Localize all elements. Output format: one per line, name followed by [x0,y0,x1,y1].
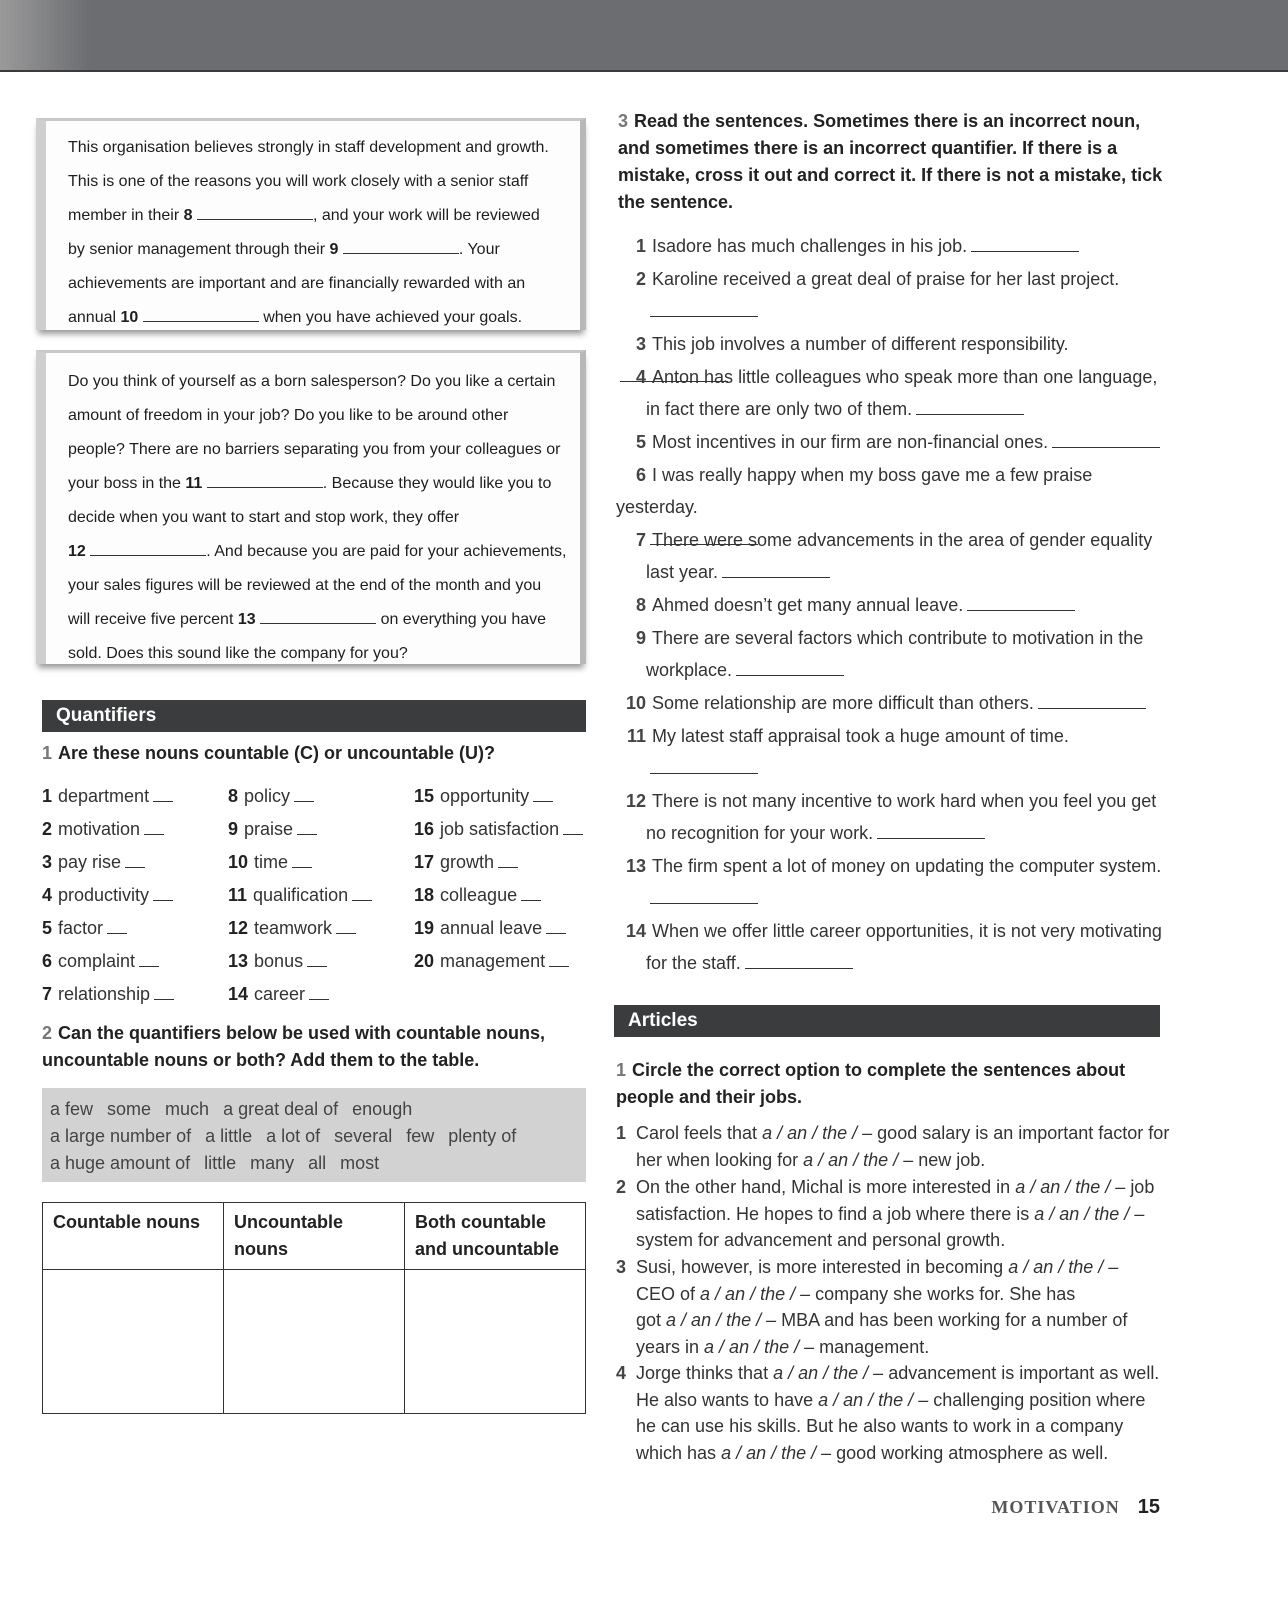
answer-blank[interactable] [498,853,518,868]
exercise-3-item: 12 There is not many incentive to work hard when you feel you get no recognition for your work. [625,791,1157,843]
quantifier-word: a great deal of [223,1099,339,1119]
option-choice[interactable]: a / an / the / – [1034,1203,1145,1224]
quantifier-word: a little [205,1126,253,1146]
exercise-3-instruction: 3 Read the sentences. Sometimes there is an incorrect noun, and sometimes there is an incorrect quantifier. If there is a mistake, cross it out and correct it. If there is not a mistake, tick the sentence. [618,111,1163,212]
answer-blank[interactable] [533,787,553,802]
quantifier-word: some [107,1099,152,1119]
answer-blank[interactable] [292,853,312,868]
answer-line[interactable] [650,757,758,774]
gap-12[interactable] [90,541,206,556]
answer-line[interactable] [1038,692,1146,709]
quantifier-word-box [42,1088,586,1182]
noun-item: 14 career [228,984,329,1005]
reading-box-2 [36,350,586,664]
gap-10[interactable] [143,307,259,322]
answer-line[interactable] [722,561,830,578]
answer-blank[interactable] [352,886,372,901]
word-row [50,1150,578,1177]
quantifier-word: a lot of [266,1126,321,1146]
exercise-3-item: 7 There were some advancements in the area of gender equality last year. [635,530,1153,582]
answer-line[interactable] [1052,431,1160,448]
answer-blank[interactable] [307,952,327,967]
noun-item: 20 management [414,951,569,972]
col-uncountable: Uncountable nouns [224,1203,405,1270]
exercise-3-item: 1 Isadore has much challenges in his job. [616,230,1176,262]
exercise-3-item: 13 The firm spent a lot of money on updating the computer system. [616,850,1176,914]
gap-13[interactable] [260,609,376,624]
quantifier-word: a huge amount of [50,1153,191,1173]
option-choice[interactable]: a / an / the / – [721,1442,832,1463]
noun-item: 7 relationship [42,984,174,1005]
gap-11[interactable] [207,473,323,488]
table-row [43,1270,586,1414]
cell-uncountable[interactable] [224,1270,405,1414]
option-choice[interactable]: a / an / the / – [1008,1257,1119,1277]
noun-item: 5 factor [42,918,127,939]
exercise-3-item: 4 Anton has little colleagues who speak more than one language, in fact there are only two of them. [635,367,1158,419]
answer-blank[interactable] [125,853,145,868]
exercise-3-item: 6 I was really happy when my boss gave me a few praise yesterday. [616,459,1176,555]
quantifier-word: several [334,1126,393,1146]
noun-item: 10 time [228,852,312,873]
gap-8[interactable] [197,205,313,220]
text-line: This is one of the reasons you will work closely with a senior staff [68,173,529,190]
noun-item: 1 department [42,786,173,807]
col-both: Both countable and uncountable [405,1203,586,1270]
quantifier-word: most [340,1153,380,1173]
noun-item: 15 opportunity [414,786,553,807]
exercise-3-item: 10 Some relationship are more difficult than others. [616,687,1176,719]
exercise-3-item: 14 When we offer little career opportunities, it is not very motivating for the staff. [625,921,1162,973]
text-line: achievements are important and are financially rewarded with an [68,275,526,292]
noun-item: 4 productivity [42,885,173,906]
answer-blank[interactable] [549,952,569,967]
answer-blank[interactable] [563,820,583,835]
answer-blank[interactable] [144,820,164,835]
section-name: MOTIVATION [991,1497,1120,1517]
option-choice[interactable]: a / an / the / – [700,1283,811,1304]
cell-countable[interactable] [43,1270,224,1414]
answer-blank[interactable] [153,886,173,901]
reading-box-1 [36,118,586,330]
option-choice[interactable]: a / an / the / – [818,1389,929,1410]
answer-blank[interactable] [153,787,173,802]
text-line: member in their 8 , and your work will be reviewed [68,207,540,224]
answer-blank[interactable] [297,820,317,835]
exercise-3-item: 11 My latest staff appraisal took a huge amount of time. [616,720,1176,784]
article-sentence-1: 1 Carol feels that a / an / the / – good salary is an important factor for her when looking for a / an / the / – new job. [616,1123,1170,1170]
answer-blank[interactable] [139,952,159,967]
quantifier-word: much [165,1099,210,1119]
section-heading-articles: Articles [614,1005,1160,1037]
article-sentence-3: 3 Susi, however, is more interested in becoming a / an / the / – CEO of a / an / the / – company she works for. She has got a / an / the / – MBA and has been working for a number of years in a / an / the / – management. [616,1257,1128,1357]
answer-line[interactable] [877,822,985,839]
option-choice[interactable]: a / an / the / – [666,1310,777,1330]
exercise-3-item: 8 Ahmed doesn’t get many annual leave. [616,589,1176,621]
article-sentence-4: 4 Jorge thinks that a / an / the / – advancement is important as well. He also wants to have a / an / the / – challenging position where he can use his skills. But he also wants to work in a company which has a / an / the / – good working atmosphere as well. [616,1363,1160,1463]
quantifier-word: plenty of [448,1126,517,1146]
exercise-3-item: 2 Karoline received a great deal of praise for her last project. [616,263,1176,327]
gap-9[interactable] [343,239,459,254]
quantifier-word: a few [50,1099,94,1119]
section-heading-quantifiers: Quantifiers [42,700,586,732]
articles-instruction: 1 Circle the correct option to complete the sentences about people and their jobs. [616,1060,1126,1107]
text-line: your boss in the 11 . Because they would like you to [68,475,552,492]
article-sentence-2: 2 On the other hand, Michal is more interested in a / an / the / – job satisfaction. He hopes to find a job where there is a / an / the / – system for advancement and personal growth. [616,1177,1155,1250]
answer-blank[interactable] [521,886,541,901]
quantifier-table [42,1202,586,1414]
exercise-3-item: 5 Most incentives in our firm are non-financial ones. [616,426,1176,458]
answer-blank[interactable] [336,919,356,934]
option-choice[interactable]: a / an / the / – [1015,1177,1126,1197]
noun-item: 9 praise [228,819,317,840]
option-choice[interactable]: a / an / the / – [803,1149,914,1170]
cell-both[interactable] [405,1270,586,1414]
option-choice[interactable]: a / an / the / – [704,1336,815,1357]
answer-line[interactable] [971,235,1079,252]
answer-blank[interactable] [309,985,329,1000]
exercise-2-instruction: 2 Can the quantifiers below be used with countable nouns, uncountable nouns or both? Add them to the table. [42,1023,546,1070]
quantifier-word: many [250,1153,295,1173]
noun-item: 6 complaint [42,951,159,972]
answer-line[interactable] [967,594,1075,611]
text-line: 12 . And because you are paid for your achievements, [68,543,567,560]
exercise-1-instruction: 1 Are these nouns countable (C) or uncountable (U)? [42,743,496,763]
exercise-3-item: 3 This job involves a number of different responsibility. [616,328,1176,392]
quantifier-word: few [406,1126,435,1146]
table-header-row [43,1203,586,1270]
answer-blank[interactable] [294,787,314,802]
banner-corner [0,0,90,70]
answer-line[interactable] [736,659,844,676]
quantifier-word: little [204,1153,237,1173]
answer-blank[interactable] [154,985,174,1000]
word-row [50,1096,578,1123]
answer-blank[interactable] [546,919,566,934]
text-line: Do you think of yourself as a born salesperson? Do you like a certain [68,373,556,390]
answer-line[interactable] [650,887,758,904]
quantifier-word: a large number of [50,1126,192,1146]
exercise-3-item: 9 There are several factors which contribute to motivation in the workplace. [635,628,1144,680]
text-line: amount of freedom in your job? Do you like to be around other [68,407,509,424]
text-line: people? There are no barriers separating you from your colleagues or [68,441,561,458]
option-choice[interactable]: a / an / the / – [773,1363,884,1383]
word-row [50,1123,578,1150]
option-choice[interactable]: a / an / the / – [762,1123,873,1143]
quantifier-word: all [308,1153,327,1173]
page-footer [991,1496,1160,1519]
noun-item: 2 motivation [42,819,164,840]
page-number: 15 [1137,1496,1160,1518]
col-countable: Countable nouns [43,1203,224,1270]
noun-item: 13 bonus [228,951,327,972]
noun-item: 12 teamwork [228,918,356,939]
noun-item: 3 pay rise [42,852,145,873]
answer-blank[interactable] [107,919,127,934]
noun-item: 11 qualification [228,885,372,906]
text-line: annual 10 when you have achieved your goals. [68,309,523,326]
answer-line[interactable] [650,300,758,317]
noun-item: 17 growth [414,852,518,873]
answer-line[interactable] [916,398,1024,415]
text-line: sold. Does this sound like the company for you? [68,645,408,662]
top-banner [0,0,1288,72]
text-line: by senior management through their 9 . Your [68,241,500,258]
noun-item: 19 annual leave [414,918,566,939]
noun-item: 16 job satisfaction [414,819,583,840]
text-line: your sales figures will be reviewed at the end of the month and you [68,577,542,594]
text-line: will receive five percent 13 on everything you have [68,611,547,628]
answer-line[interactable] [745,952,853,969]
text-line: This organisation believes strongly in staff development and growth. [68,139,549,156]
quantifier-word: enough [352,1099,413,1119]
text-line: decide when you want to start and stop work, they offer [68,509,460,526]
noun-item: 8 policy [228,786,314,807]
noun-item: 18 colleague [414,885,541,906]
